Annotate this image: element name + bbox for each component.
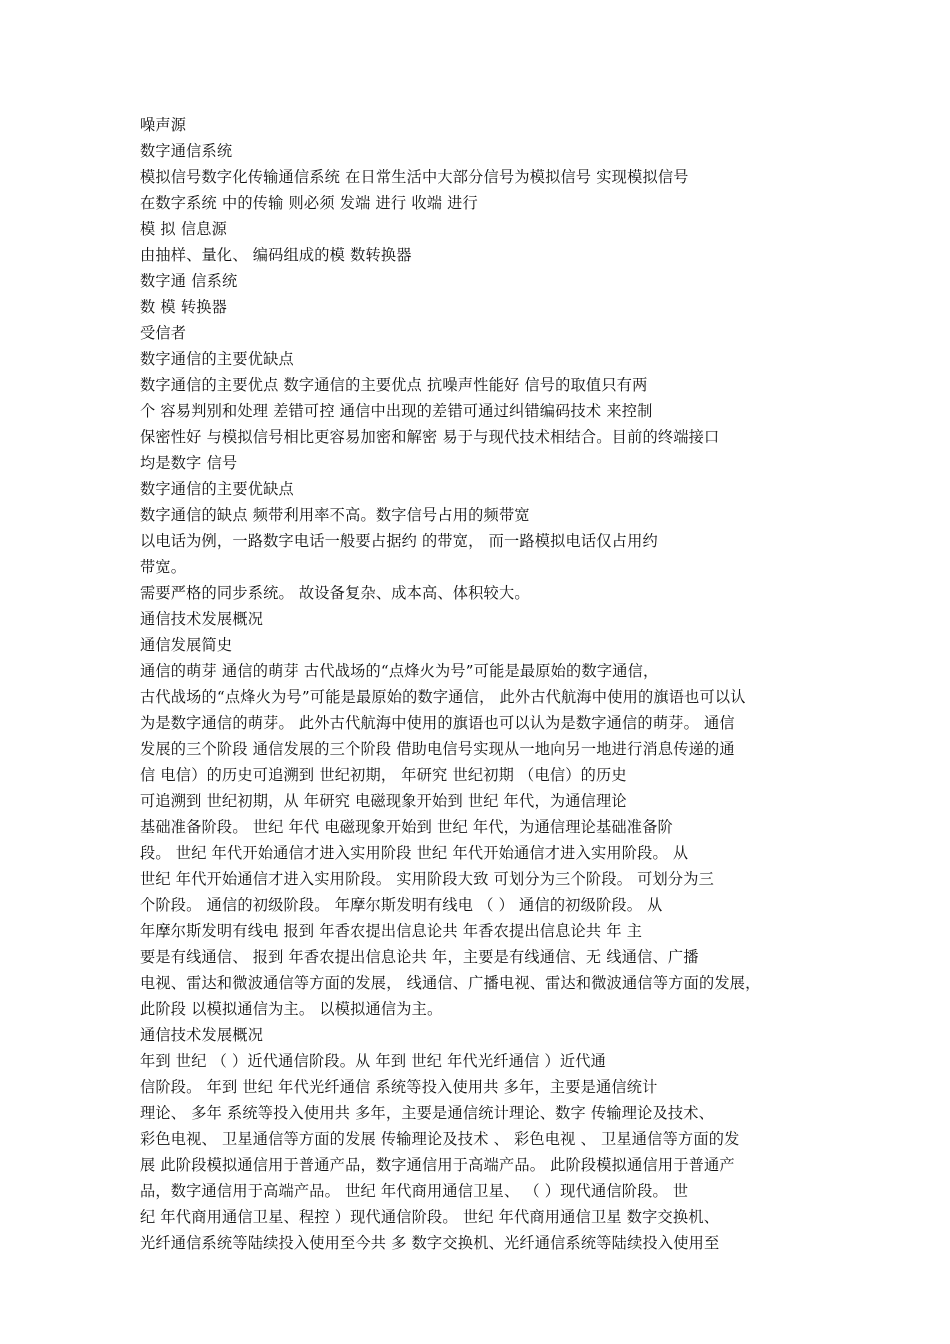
text-line: 模 拟 信息源 [140,220,227,238]
text-line: 数字通信的缺点 频带利用率不高。数字信号占用的频带宽 [140,506,530,524]
text-line: 数字通 信系统 [140,272,238,290]
document-body [140,112,830,1256]
text-line: 个 容易判别和处理 差错可控 通信中出现的差错可通过纠错编码技术 来控制 [140,402,653,420]
text-line: 电视、雷达和微波通信等方面的发展， 线通信、广播电视、雷达和微波通信等方面的发展， [140,974,761,992]
text-line: 数字通信的主要优点 数字通信的主要优点 抗噪声性能好 信号的取值只有两 [140,376,648,394]
text-line: 展 此阶段模拟通信用于普通产品，数字通信用于高端产品。 此阶段模拟通信用于普通产 [140,1156,735,1174]
text-line: 纪 年代商用通信卫星、程控 ）现代通信阶段。 世纪 年代商用通信卫星 数字交换机、 [140,1208,720,1226]
text-line: 个阶段。 通信的初级阶段。 年摩尔斯发明有线电 （ ） 通信的初级阶段。 从 [140,896,663,914]
text-line: 通信技术发展概况 [140,610,264,628]
text-line: 彩色电视、 卫星通信等方面的发展 传输理论及技术 、 彩色电视 、 卫星通信等方面的发 [140,1130,740,1148]
text-line: 发展的三个阶段 通信发展的三个阶段 借助电信号实现从一地向另一地进行消息传递的通 [140,740,735,758]
text-line: 数字通信的主要优缺点 [140,480,294,498]
text-line: 均是数字 信号 [140,454,238,472]
text-line: 品，数字通信用于高端产品。 世纪 年代商用通信卫星、 （ ）现代通信阶段。 世 [140,1182,689,1200]
text-line: 信 电信）的历史可追溯到 世纪初期， 年研究 世纪初期 （电信）的历史 [140,766,627,784]
text-line: 光纤通信系统等陆续投入使用至今共 多 数字交换机、光纤通信系统等陆续投入使用至 [140,1234,720,1252]
text-line: 理论、 多年 系统等投入使用共 多年，主要是通信统计理论、数字 传输理论及技术、 [140,1104,715,1122]
text-line: 噪声源 [140,116,187,134]
text-line: 世纪 年代开始通信才进入实用阶段。 实用阶段大致 可划分为三个阶段。 可划分为三 [140,870,715,888]
text-line: 为是数字通信的萌芽。 此外古代航海中使用的旗语也可以认为是数字通信的萌芽。 通信 [140,714,735,732]
text-line: 此阶段 以模拟通信为主。 以模拟通信为主。 [140,1000,443,1018]
text-line: 在数字系统 中的传输 则必须 发端 进行 收端 进行 [140,194,478,212]
text-line: 年到 世纪 （ ）近代通信阶段。从 年到 世纪 年代光纤通信 ）近代通 [140,1052,607,1070]
text-line: 需要严格的同步系统。 故设备复杂、成本高、体积较大。 [140,584,530,602]
text-line: 受信者 [140,324,187,342]
text-line: 数字通信系统 [140,142,233,160]
text-line: 通信技术发展概况 [140,1026,264,1044]
text-line: 段。 世纪 年代开始通信才进入实用阶段 世纪 年代开始通信才进入实用阶段。 从 [140,844,689,862]
text-line: 年摩尔斯发明有线电 报到 年香农提出信息论共 年香农提出信息论共 年 主 [140,922,643,940]
text-line: 带宽。 [140,558,187,576]
text-line: 古代战场的“点烽火为号”可能是最原始的数字通信， 此外古代航海中使用的旗语也可以认 [140,688,746,706]
text-line: 模拟信号数字化传输通信系统 在日常生活中大部分信号为模拟信号 实现模拟信号 [140,168,689,186]
text-line: 由抽样、量化、 编码组成的模 数转换器 [140,246,412,264]
text-line: 数 模 转换器 [140,298,227,316]
text-line: 数字通信的主要优缺点 [140,350,294,368]
text-line: 通信发展简史 [140,636,233,654]
text-line: 基础准备阶段。 世纪 年代 电磁现象开始到 世纪 年代，为通信理论基础准备阶 [140,818,673,836]
text-line: 保密性好 与模拟信号相比更容易加密和解密 易于与现代技术相结合。目前的终端接口 [140,428,720,446]
text-line: 可追溯到 世纪初期，从 年研究 电磁现象开始到 世纪 年代，为通信理论 [140,792,627,810]
text-line: 通信的萌芽 通信的萌芽 古代战场的“点烽火为号”可能是最原始的数字通信， [140,662,659,680]
text-line: 要是有线通信、 报到 年香农提出信息论共 年，主要是有线通信、无 线通信、广播 [140,948,699,966]
text-line: 以电话为例，一路数字电话一般要占据约 的带宽， 而一路模拟电话仅占用约 [140,532,658,550]
text-line: 信阶段。 年到 世纪 年代光纤通信 系统等投入使用共 多年，主要是通信统计 [140,1078,658,1096]
